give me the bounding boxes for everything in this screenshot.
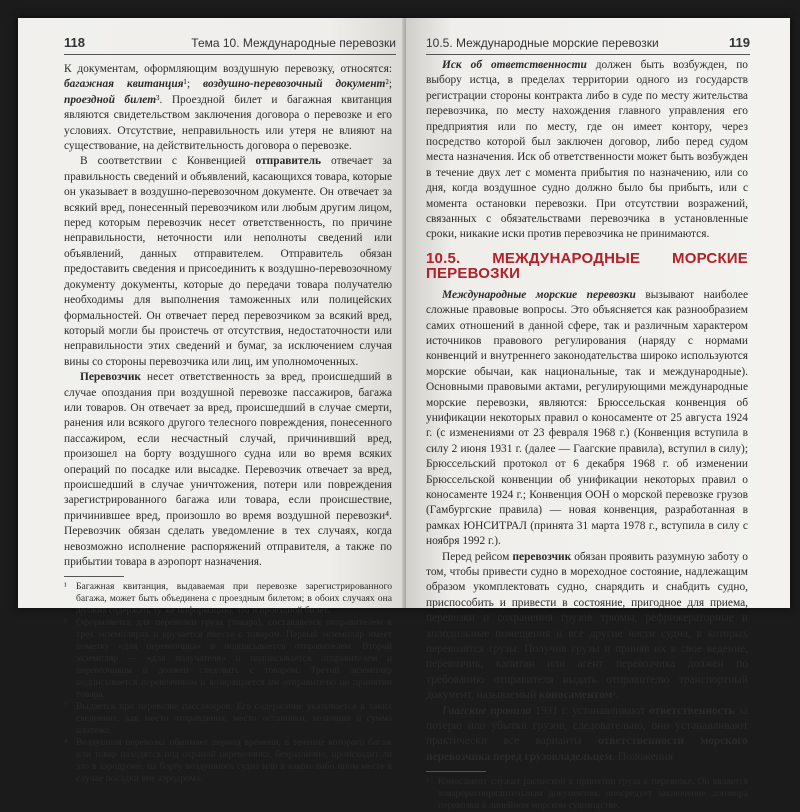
text-run: . Положения (612, 750, 673, 763)
text-run: В соответствии с Конвенцией (80, 155, 256, 168)
left-paragraphs (64, 62, 392, 570)
text-run: багажная квитанция (64, 78, 184, 91)
footnote-number: ³ (64, 701, 67, 713)
text-run: 1931 г. устанавливают (531, 704, 649, 717)
paragraph (426, 704, 748, 766)
text-run: несет ответственность за вред, происшедший в случае опоздания при воздушной перевозке пассажиров, багажа или товаров. Он отвечает за вред, происшедший в случае смерти, ранения или всякого другого телесного повреждения, понесенного пассажиром, если несчастный случай, причинивший вред, произошел на борту воздушного судна или во время всяких операций по посадке или высадке. Перевозчик отвечает за вред, происшедший в случае уничтожения, потери или повреждения зарегистрированного багажа или товара, если происшествие, причинившее вред, произошло во время воздушной перевозки (64, 371, 392, 522)
text-run: ⁴ (385, 509, 390, 522)
text-run: Перед рейсом (442, 550, 513, 563)
text-run: Перевозчик (80, 371, 141, 384)
text-run: отправитель (255, 155, 322, 168)
text-run: перевозчик (512, 550, 572, 563)
text-run: ответственность (648, 704, 735, 717)
paragraph (64, 62, 392, 154)
text-run: воздушно-перевозочный документ (203, 78, 386, 91)
text-run: должен быть возбужден, по выбору истца, в пределах территории одного из государств регистрации стороны контракта либо в суде по месту жительства перевозчика, по месту нахождения главного управления его предприятия или по месту, где он имеет контору, через посредство которой был заключен договор, либо перед судом места назначения. Иск об ответственности может быть возбужден в течение двух лет с момента прибытия по назначению, или со дня, когда воздушное судно должно было бы прибыть, или с момента остановки перевозки. При отсутствии возражений, связанных с обязательствами перевозчика в установленные сроки, никакие иски против перевозчика не принимаются. (426, 59, 748, 241)
left-page-body (64, 62, 392, 785)
left-running-header (64, 32, 396, 55)
paragraph (64, 154, 392, 370)
paragraph (64, 370, 392, 570)
footnote-separator (426, 771, 486, 772)
text-run: вызывают наиболее сложные правовые вопросы. Это объясняется как разнообразием самих отношений в данной сфере, так и различным характером источников правового регулирования (наряду с нормами конвенций и внутреннего законодательства широко используются морские обычаи, как национальные, так и международные). Основными правовыми актами, регулирующими международные морские перевозки, являются: Брюссельская конвенция об унификации некоторых правил о коносаменте от 25 августа 1924 г. (с изменениями от 23 февраля 1968 г.) (Конвенция вступила в силу 2 июня 1931 г. (далее — Гаагские правила), вступил в силу); Брюссельский протокол от 6 декабря 1968 г. об изменении Брюссельской конвенции об унификации некоторых правил о коносаменте 1924 г.; Конвенция ООН о морской перевозке грузов (Гамбургские правила) — новая конвенция, разработанная в рамках ЮНСИТРАЛ (принята 31 марта 1978 г., вступила в силу с ноября 1992 г.). (426, 288, 749, 548)
footnote-text: Воздушная перевозка обнимает период времени, в течение которого багаж или товар находятся под охраной перевозчика, безразлично, происходит ли это в аэродроме, на борту воздушного судна или в каком-либо ином месте в случае посадки вне аэродрома. (76, 737, 392, 785)
left-page-number: 118 (64, 35, 85, 50)
section-heading: 10.5. МЕЖДУНАРОДНЫЕ МОРСКИЕ ПЕРЕВОЗКИ (426, 249, 748, 283)
paragraph (426, 58, 748, 243)
text-run: ²; (385, 78, 392, 91)
text-run: обязан проявить разумную заботу о том, чтобы привести судно в мореходное состояние, надлежащим образом укомплектовать судно, снарядить и снабдить судно, приспособить и привести в состояние, пригодное для приема, перевозки и сохранения грузов трюмы, рефрижераторные и холодильные помещения и все другие части судна, в которых перевозятся грузы. Получив грузы и приняв их в свое ведение, перевозчик, капитан или агент перевозчика должен по требованию отправителя выдать отправителю транспортный документ, называемый (426, 550, 749, 702)
right-paragraphs-before (426, 58, 748, 243)
text-run: К документам, оформляющим воздушную перевозку, относятся: (64, 63, 392, 75)
text-run: за потерю или убытки грузов, следовательно, они устанавливают практически все варианты (426, 704, 749, 748)
text-run: Иск об ответственности (442, 59, 587, 71)
left-footnotes (64, 581, 392, 785)
right-paragraphs-after (426, 288, 748, 766)
footnote-text: Оформляется для перевозки груза (товара), составляется отправителем в трех экземплярах и вручается вместе с товаром. Первый экземпляр имеет пометку «для перевозчика» и подписывается отправителем. Второй экземпляр — «для получателя» и подписывается отправителем и перевозчиком и должен следовать с товаром. Третий экземпляр подписывается перевозчиком и возвращается им отправителю по принятии товара. (76, 617, 392, 701)
footnote (64, 581, 392, 617)
right-footnotes (426, 776, 748, 812)
paragraph (426, 288, 748, 550)
text-run: Международные морские перевозки (442, 288, 636, 301)
text-run: Гаагские правила (442, 704, 532, 717)
left-page (18, 18, 406, 785)
footnote-text: Коносамент служит распиской в принятии груза к перевозке. Он является товарораспорядительным документом, опосредует заключение договора перевозки в линейном морском судоходстве. (438, 776, 748, 812)
footnote-number: ¹ (426, 776, 429, 788)
footnote-text: Выдается при перевозке пассажиров. Его содержание указывается в таких сведениях, как место отправления, место остановки, величина и сумма платежа. (76, 701, 392, 737)
right-running-title: 10.5. Международные морские перевозки (426, 36, 659, 50)
text-run: ³. Проездной билет и багажная квитанция являются свидетельством заключения договора о перевозке и его условиях. Отсутствие, неправильность или утеря не влияют на существование, на действительность договора о перевозке. (64, 93, 392, 153)
text-run: ответственности морского перевозчика перед грузовладельцем (426, 735, 748, 763)
footnote-number: ² (64, 617, 67, 629)
paragraph (426, 550, 748, 704)
text-run: ¹; (183, 78, 204, 91)
text-run: отвечает за правильность сведений и объявлений, касающихся товара, которые он указывает в воздушно-перевозочном документе. Он отвечает за всякий вред, понесенный перевозчиком или любым другим лицом, перед которым перевозчик несет ответственность, по причине неправильности, неточности или неполноты сведений или объявлений, данных отправителем. Отправитель обязан предоставить сведения и присоединить к воздушно-перевозочному документу документы, которые до передачи товара получателю необходимы для выполнения таможенных или полицейских формальностей. Он отвечает перед перевозчиком за всякий вред, который могли бы проистечь от отсутствия, недостаточности или неправильности этих сведений и бумаг, за исключением случая вины со стороны перевозчика или лиц, им уполномоченных. (64, 155, 392, 368)
footnote-separator (64, 576, 124, 577)
text-run: ¹. (612, 689, 619, 702)
footnote (64, 701, 392, 737)
text-run: коносаментом (539, 689, 613, 702)
footnote (64, 617, 392, 701)
footnote-text: Багажная квитанция, выдаваемая при перевозке зарегистрированного багажа, может быть объединена с проездным билетом; в обоих случаях она должна содержать ту же информацию, что и проездной билет. (76, 581, 392, 617)
left-running-title: Тема 10. Международные перевозки (191, 36, 396, 50)
footnote-number: ¹ (64, 581, 67, 593)
right-page (406, 18, 790, 812)
footnote-number: ⁴ (64, 737, 68, 749)
footnote (64, 737, 392, 785)
text-run: проездной билет (64, 93, 157, 106)
right-running-header (426, 32, 750, 55)
footnote (426, 776, 748, 812)
right-page-body (426, 58, 748, 812)
right-page-number: 119 (729, 35, 750, 50)
open-book (18, 18, 790, 812)
text-run: . Перевозчик обязан сделать уведомление в тех случаях, когда невозможно исполнение распоряжений отправителя, а также по прибытии товара в аэропорт назначения. (64, 509, 392, 568)
